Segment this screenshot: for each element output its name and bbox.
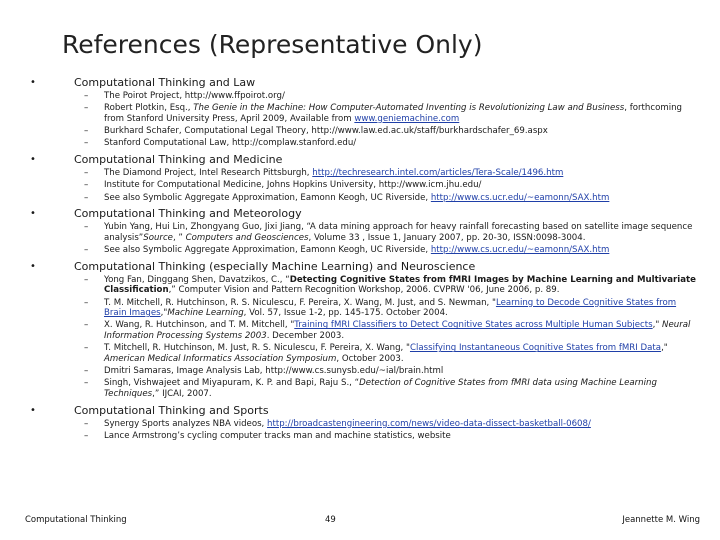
- reference-section: [28, 76, 698, 149]
- bullet-icon: •: [30, 154, 36, 166]
- dash-icon: –: [84, 192, 89, 203]
- reference-text: Robert Plotkin, Esq.,: [104, 103, 194, 114]
- dash-icon: –: [84, 430, 89, 441]
- reference-items: [28, 168, 698, 203]
- dash-icon: –: [84, 418, 89, 429]
- reference-text: T. Mitchell, R. Hutchinson, M. Just, R. S. Niculescu, F. Pereira, X. Wang, ": [104, 343, 410, 354]
- reference-text: The Diamond Project, Intel Research Pittsburgh,: [104, 168, 313, 179]
- reference-text: ,": [661, 343, 668, 354]
- reference-item: [28, 275, 698, 296]
- bullet-icon: •: [30, 260, 36, 272]
- reference-text: Stanford Computational Law, http://complaw.stanford.edu/: [104, 138, 357, 149]
- dash-icon: –: [84, 378, 89, 389]
- reference-text: ,": [160, 308, 168, 319]
- reference-italic-text: Machine Learning: [167, 308, 244, 319]
- reference-item: [28, 343, 698, 364]
- reference-text: , October 2003.: [336, 353, 404, 364]
- dash-icon: –: [84, 274, 89, 285]
- reference-items: [28, 419, 698, 442]
- reference-item: [28, 378, 698, 399]
- dash-icon: –: [84, 91, 89, 101]
- reference-text: , Volume 33 , Issue 1, January 2007, pp. 20-30, ISSN:0098-3004.: [308, 232, 586, 243]
- reference-italic-text: The Genie in the Machine: How Computer-Automated Inventing is Revolutionizing Law and Business: [193, 103, 625, 114]
- reference-bold-text: Detecting Cognitive States from fMRI Images by Machine Learning and Multivariate Classification: [104, 274, 696, 296]
- reference-item: [28, 126, 698, 137]
- reference-text: X. Wang, R. Hutchinson, and T. M. Mitchell, ": [104, 320, 295, 331]
- section-heading-text: Computational Thinking and Sports: [74, 403, 269, 417]
- footer-course: Computational Thinking: [25, 515, 127, 525]
- dash-icon: –: [84, 168, 89, 179]
- reference-italic-text: Detection of Cognitive States from fMRI data using Machine Learning Techniques: [104, 378, 657, 400]
- dash-icon: –: [84, 320, 89, 331]
- dash-icon: –: [84, 245, 89, 256]
- reference-italic-text: Neural Information Processing Systems 2003: [104, 320, 691, 341]
- reference-text: Institute for Computational Medicine, Johns Hopkins University, http://www.icm.jhu.edu/: [104, 180, 482, 191]
- reference-text: , Vol. 57, Issue 1-2, pp. 145-175. October 2004.: [243, 308, 448, 319]
- reference-items: [28, 222, 698, 255]
- reference-item: [28, 103, 698, 124]
- reference-section: [28, 153, 698, 203]
- reference-text: Dmitri Samaras, Image Analysis Lab, http://www.cs.sunysb.edu/~ial/brain.html: [104, 366, 444, 377]
- reference-text: Yong Fan, Dinggang Shen, Davatzikos, C., “: [104, 274, 290, 285]
- reference-text: Singh, Vishwajeet and Miyapuram, K. P. and Bapi, Raju S., “: [104, 378, 360, 389]
- bullet-icon: •: [30, 404, 36, 416]
- reference-list: [28, 72, 698, 443]
- bullet-icon: •: [30, 208, 36, 220]
- section-heading-text: Computational Thinking and Meteorology: [74, 207, 302, 221]
- section-heading: [28, 153, 698, 167]
- reference-items: [28, 275, 698, 400]
- reference-text: , ”: [172, 232, 186, 243]
- dash-icon: –: [84, 180, 89, 191]
- slide-title: References (Representative Only): [62, 30, 483, 59]
- reference-item: [28, 431, 698, 442]
- reference-item: [28, 298, 698, 319]
- reference-italic-text: Source: [143, 232, 173, 243]
- section-heading: [28, 207, 698, 221]
- bullet-icon: •: [30, 77, 36, 88]
- section-heading: [28, 260, 698, 274]
- reference-text: Yubin Yang, Hui Lin, Zhongyang Guo, Jixi Jiang, “A data mining approach for heavy rainfall forecasting based on satellite image sequence analysis”: [104, 222, 693, 243]
- reference-text: The Poirot Project, http://www.ffpoirot.org/: [104, 91, 285, 101]
- reference-italic-text: American Medical Informatics Association Symposium: [104, 353, 337, 364]
- section-heading-text: Computational Thinking and Law: [74, 76, 256, 89]
- dash-icon: –: [84, 366, 89, 377]
- reference-text: Lance Armstrong’s cycling computer tracks man and machine statistics, website: [104, 430, 451, 441]
- reference-link[interactable]: http://broadcastengineering.com/news/video-data-dissect-basketball-0608/: [267, 418, 591, 429]
- reference-text: Synergy Sports analyzes NBA videos,: [104, 418, 268, 429]
- reference-item: [28, 91, 698, 102]
- reference-text: . December 2003.: [266, 331, 345, 341]
- dash-icon: –: [84, 222, 89, 233]
- reference-section: [28, 260, 698, 400]
- reference-item: [28, 245, 698, 256]
- reference-link[interactable]: Training fMRI Classifiers to Detect Cognitive States across Multiple Human Subjects: [294, 320, 653, 331]
- reference-text: Burkhard Schafer, Computational Legal Theory, http://www.law.ed.ac.uk/staff/burkhardschafer_69.aspx: [104, 126, 548, 137]
- reference-item: [28, 222, 698, 243]
- dash-icon: –: [84, 297, 89, 308]
- reference-link[interactable]: http://techresearch.intel.com/articles/Tera-Scale/1496.htm: [312, 168, 564, 179]
- reference-text: ,” Computer Vision and Pattern Recognition Workshop, 2006. CVPRW '06, June 2006, p. 89.: [168, 285, 560, 296]
- reference-text: ,": [652, 320, 663, 331]
- reference-text: See also Symbolic Aggregate Approximation, Eamonn Keogh, UC Riverside,: [104, 192, 431, 203]
- reference-item: [28, 193, 698, 204]
- reference-items: [28, 91, 698, 149]
- reference-section: [28, 207, 698, 255]
- reference-link[interactable]: Classifying Instantaneous Cognitive States from fMRI Data: [409, 343, 662, 354]
- footer-author: Jeannette M. Wing: [622, 515, 700, 525]
- section-heading-text: Computational Thinking (especially Machine Learning) and Neuroscience: [74, 259, 476, 273]
- reference-text: See also Symbolic Aggregate Approximation, Eamonn Keogh, UC Riverside,: [104, 245, 431, 256]
- dash-icon: –: [84, 126, 89, 137]
- section-heading-text: Computational Thinking and Medicine: [74, 153, 283, 167]
- reference-item: [28, 320, 698, 341]
- reference-item: [28, 419, 698, 430]
- reference-section: [28, 404, 698, 442]
- reference-item: [28, 168, 698, 179]
- dash-icon: –: [84, 343, 89, 354]
- reference-text: T. M. Mitchell, R. Hutchinson, R. S. Niculescu, F. Pereira, X. Wang, M. Just, and S. Newman, ": [104, 297, 496, 308]
- reference-link[interactable]: http://www.cs.ucr.edu/~eamonn/SAX.htm: [430, 245, 610, 256]
- footer-page-number: 49: [325, 515, 336, 525]
- dash-icon: –: [84, 103, 89, 114]
- reference-item: [28, 366, 698, 377]
- reference-item: [28, 180, 698, 191]
- reference-italic-text: Computers and Geosciences: [185, 232, 309, 243]
- section-heading: [28, 76, 698, 90]
- reference-item: [28, 138, 698, 149]
- section-heading: [28, 404, 698, 418]
- reference-link[interactable]: Learning to Decode Cognitive States from Brain Images: [104, 297, 677, 319]
- reference-link[interactable]: http://www.cs.ucr.edu/~eamonn/SAX.htm: [430, 192, 610, 203]
- reference-text: ,” IJCAI, 2007.: [152, 389, 212, 400]
- dash-icon: –: [84, 138, 89, 149]
- reference-text: , forthcoming from Stanford University Press, April 2009, Available from: [104, 103, 682, 124]
- reference-link[interactable]: www.geniemachine.com: [354, 113, 460, 124]
